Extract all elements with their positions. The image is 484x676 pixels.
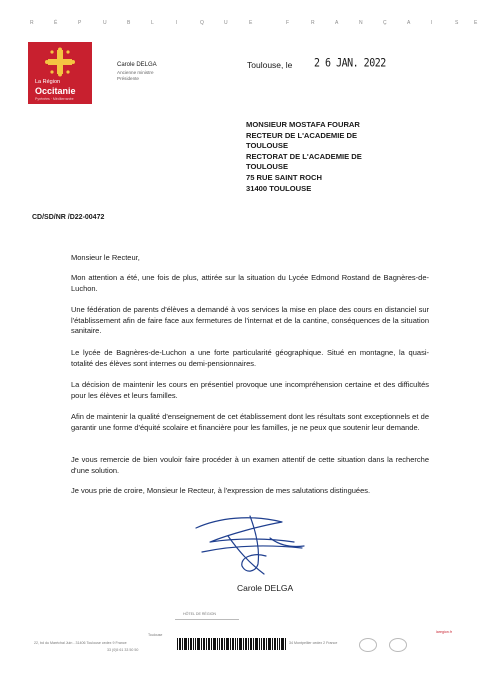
handwritten-signature bbox=[190, 508, 310, 580]
footer-montpellier-address: 34 Montpellier cedex 2 France bbox=[289, 641, 338, 645]
logo-line-3: Pyrénées · Méditerranée bbox=[35, 97, 74, 101]
recipient-line: MONSIEUR MOSTAFA FOURAR bbox=[246, 120, 360, 129]
footer-toulouse-phone: 33 (0)5 61 33 50 50 bbox=[107, 648, 139, 652]
logo-line-2: Occitanie bbox=[35, 86, 76, 96]
header-letter: R bbox=[30, 20, 34, 26]
header-letter: E bbox=[249, 20, 253, 26]
logo-line-1: La Région bbox=[35, 79, 61, 85]
place-label: Toulouse, le bbox=[247, 60, 293, 70]
footer-divider bbox=[175, 619, 239, 620]
body-paragraph: Afin de maintenir la qualité d'enseignement de cet établissement dont les résultats sont exceptionnels et de garantir une forme d'équité scolaire et financière pour les familles, je ne peux que soutenir leur demande. bbox=[71, 412, 429, 432]
footer-toulouse-label: Toulouse bbox=[148, 633, 163, 637]
recipient-line: RECTORAT DE L'ACADEMIE DE bbox=[246, 151, 362, 161]
region-occitanie-logo bbox=[28, 42, 92, 104]
header-letter: B bbox=[127, 20, 131, 26]
recipient-line: TOULOUSE bbox=[246, 141, 289, 151]
header-letter: É bbox=[54, 20, 58, 26]
header-letter: I bbox=[176, 20, 178, 26]
reference-number: CD/SD/NR /D22-00472 bbox=[32, 214, 105, 221]
sender-title-line-1: Ancienne ministre bbox=[117, 70, 154, 75]
header-letter: Ç bbox=[383, 20, 387, 26]
recipient-line: TOULOUSE bbox=[246, 162, 289, 172]
body-paragraph: Le lycée de Bagnères-de-Luchon a une forte particularité géographique. Situé en montagne, la quasi-totalité des élèves sont internes ou demi-pensionnaires. bbox=[71, 348, 429, 368]
header-letter: L bbox=[151, 20, 154, 26]
signatory-name: Carole DELGA bbox=[237, 583, 294, 593]
occitan-cross-icon bbox=[42, 47, 78, 77]
recipient-line: RECTEUR DE L'ACADEMIE DE bbox=[246, 130, 358, 140]
header-letter: N bbox=[359, 20, 363, 26]
barcode-icon bbox=[177, 638, 287, 650]
date-stamp: 2 6 JAN. 2022 bbox=[314, 57, 386, 70]
body-paragraph: Je vous remercie de bien vouloir faire procéder à un examen attentif de cette situation dans la recherche d'une solution. bbox=[71, 455, 429, 475]
header-letter: P bbox=[78, 20, 82, 26]
recipient-address bbox=[246, 120, 362, 194]
footer-toulouse-address: 22, bd du Maréchal Juin - 31406 Toulouse cedex 9 France bbox=[34, 641, 127, 645]
header-letter: I bbox=[431, 20, 433, 26]
header-letter: F bbox=[286, 20, 290, 26]
body-paragraph: Je vous prie de croire, Monsieur le Recteur, à l'expression de mes salutations distinguées. bbox=[71, 486, 371, 495]
header-letter: Q bbox=[200, 20, 204, 26]
header-letter: S bbox=[455, 20, 459, 26]
body-paragraph: La décision de maintenir les cours en présentiel provoque une incompréhension certaine et des difficultés pour les élèves et leurs familles. bbox=[71, 380, 429, 400]
header-letter: A bbox=[335, 20, 339, 26]
header-letter: U bbox=[103, 20, 107, 26]
footer-hotel-de-region: HÔTEL DE RÉGION bbox=[183, 612, 217, 616]
certification-label-icon bbox=[389, 638, 407, 652]
recipient-line: 31400 TOULOUSE bbox=[246, 183, 312, 193]
sender-title-line-2: Présidente bbox=[117, 76, 139, 81]
header-letter: U bbox=[224, 20, 228, 26]
body-paragraph: Une fédération de parents d'élèves a demandé à vos services la mise en place des cours en distanciel sur l'établissement afin de faire face aux fermetures de l'internat et de la cantine, conséquences de la situation sanitaire. bbox=[71, 305, 429, 336]
salutation: Monsieur le Recteur, bbox=[71, 253, 140, 262]
header-letter: R bbox=[311, 20, 315, 26]
sender-title bbox=[117, 70, 154, 82]
qualite-label-icon bbox=[359, 638, 377, 652]
header-letter: A bbox=[407, 20, 411, 26]
header-letter: E bbox=[474, 20, 478, 26]
sender-name: Carole DELGA bbox=[117, 62, 157, 68]
footer-website: laregion.fr bbox=[436, 630, 452, 634]
body-paragraph: Mon attention a été, une fois de plus, attirée sur la situation du Lycée Edmond Rostand de Bagnères-de-Luchon. bbox=[71, 273, 429, 293]
recipient-line: 75 RUE SAINT ROCH bbox=[246, 172, 322, 182]
